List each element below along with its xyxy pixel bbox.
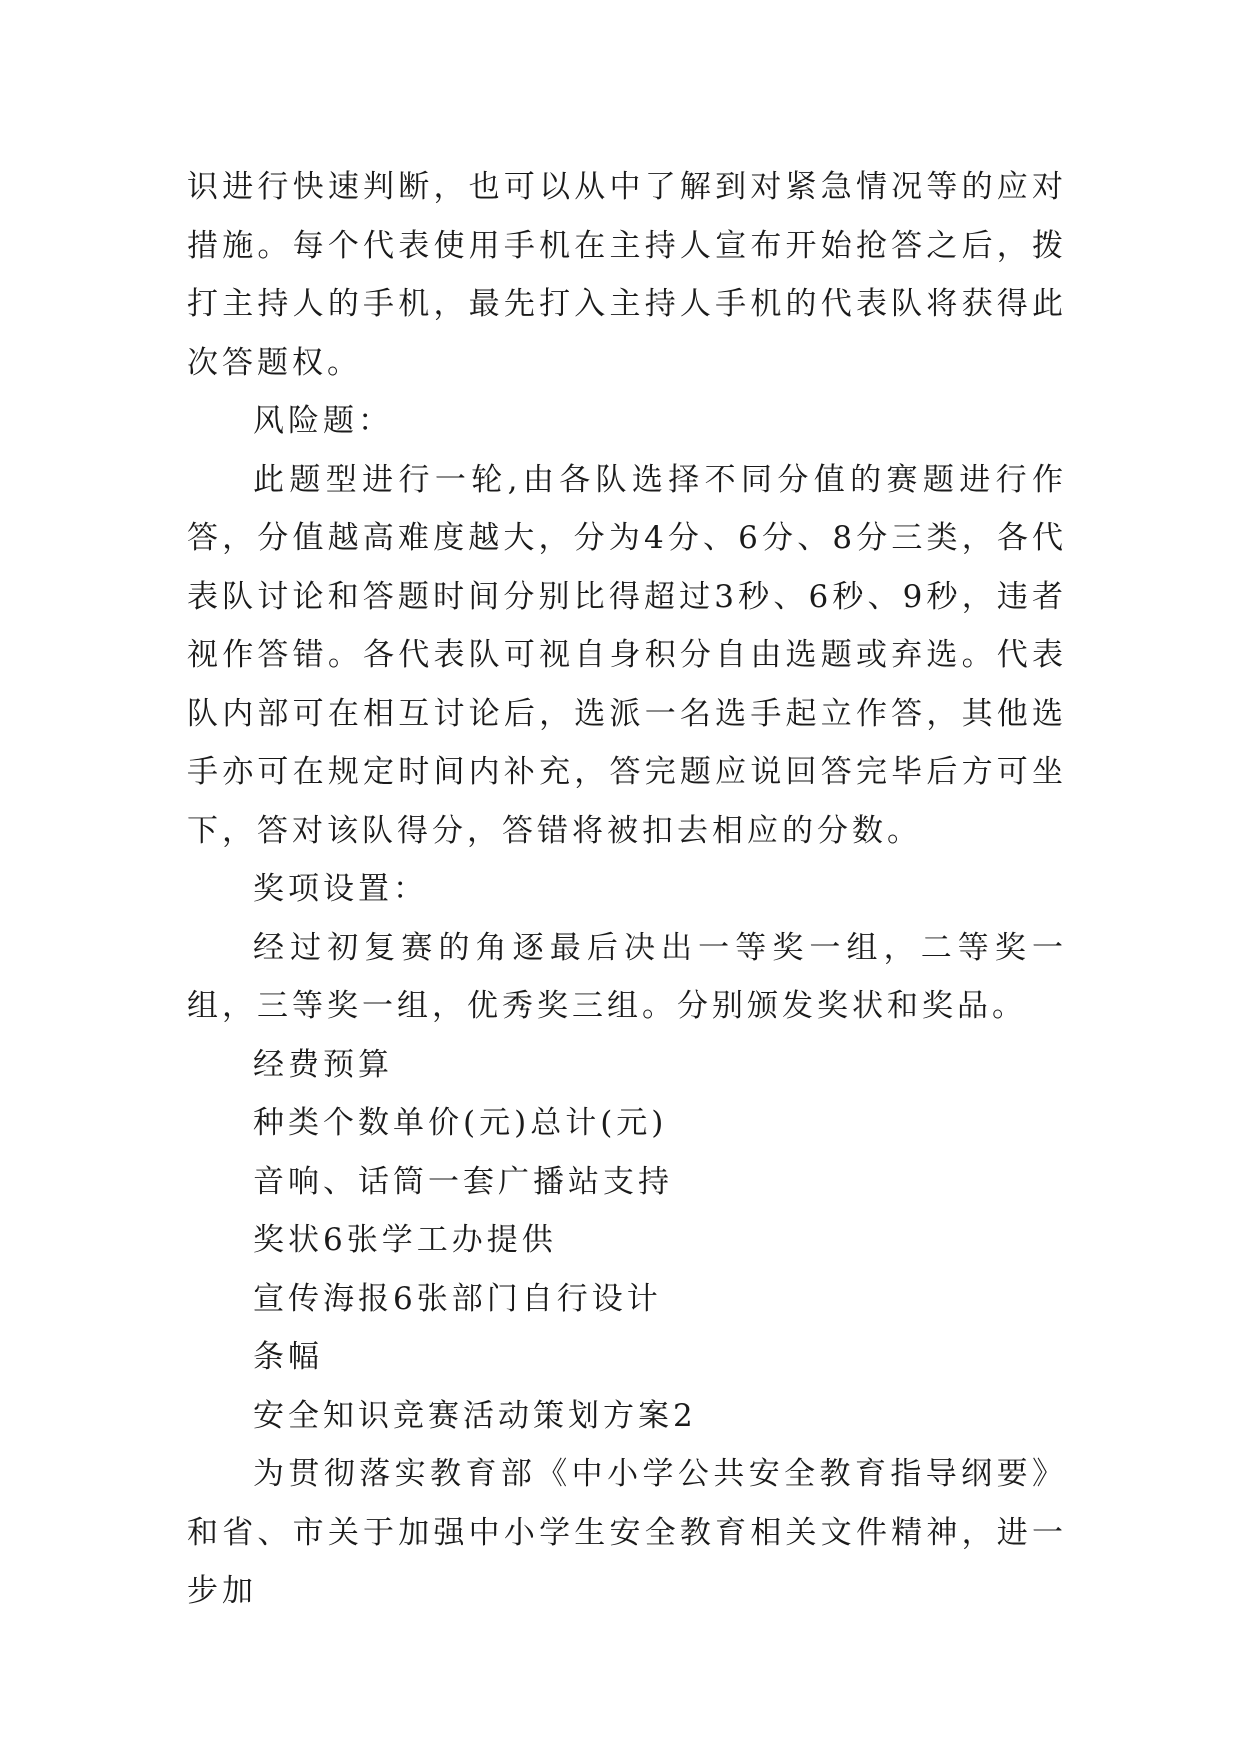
section-title-plan-2: 安全知识竞赛活动策划方案2 xyxy=(253,1397,697,1434)
heading-budget: 经费预算 xyxy=(253,1046,393,1083)
paragraph-continuation: 识进行快速判断，也可以从中了解到对紧急情况等的应对措施。每个代表使用手机在主持人宣布开始抢答之后，拨打主持人的手机，最先打入主持人手机的代表队将获得此次答题权。 xyxy=(187,169,1067,381)
paragraph-plan-2-intro: 为贯彻落实教育部《中小学公共安全教育指导纲要》和省、市关于加强中小学生安全教育相关文件精神，进一步加 xyxy=(187,1456,1067,1609)
paragraph-awards: 经过初复赛的角逐最后决出一等奖一组，二等奖一组，三等奖一组，优秀奖三组。分别颁发奖状和奖品。 xyxy=(187,929,1067,1024)
budget-line-certificates: 奖状6张学工办提供 xyxy=(253,1222,557,1258)
budget-line-audio: 音响、话筒一套广播站支持 xyxy=(253,1163,673,1200)
budget-header-line: 种类个数单价(元)总计(元) xyxy=(253,1105,668,1141)
budget-line-banner: 条幅 xyxy=(253,1339,323,1375)
budget-line-posters: 宣传海报6张部门自行设计 xyxy=(253,1280,662,1317)
paragraph-risk-rules: 此题型进行一轮,由各队选择不同分值的赛题进行作答，分值越高难度越大，分为4分、6分、8分三类，各代表队讨论和答题时间分别比得超过3秒、6秒、9秒，违者视作答错。各代表队可视自身积分自由选题或弃选。代表队内部可在相互讨论后，选派一名选手起立作答，其他选手亦可在规定时间内补充，答完题应说回答完毕后方可坐下，答对该队得分，答错将被扣去相应的分数。 xyxy=(187,461,1067,849)
heading-awards: 奖项设置： xyxy=(253,871,428,907)
heading-risk-questions: 风险题： xyxy=(253,403,393,439)
document-body xyxy=(187,158,1067,1621)
